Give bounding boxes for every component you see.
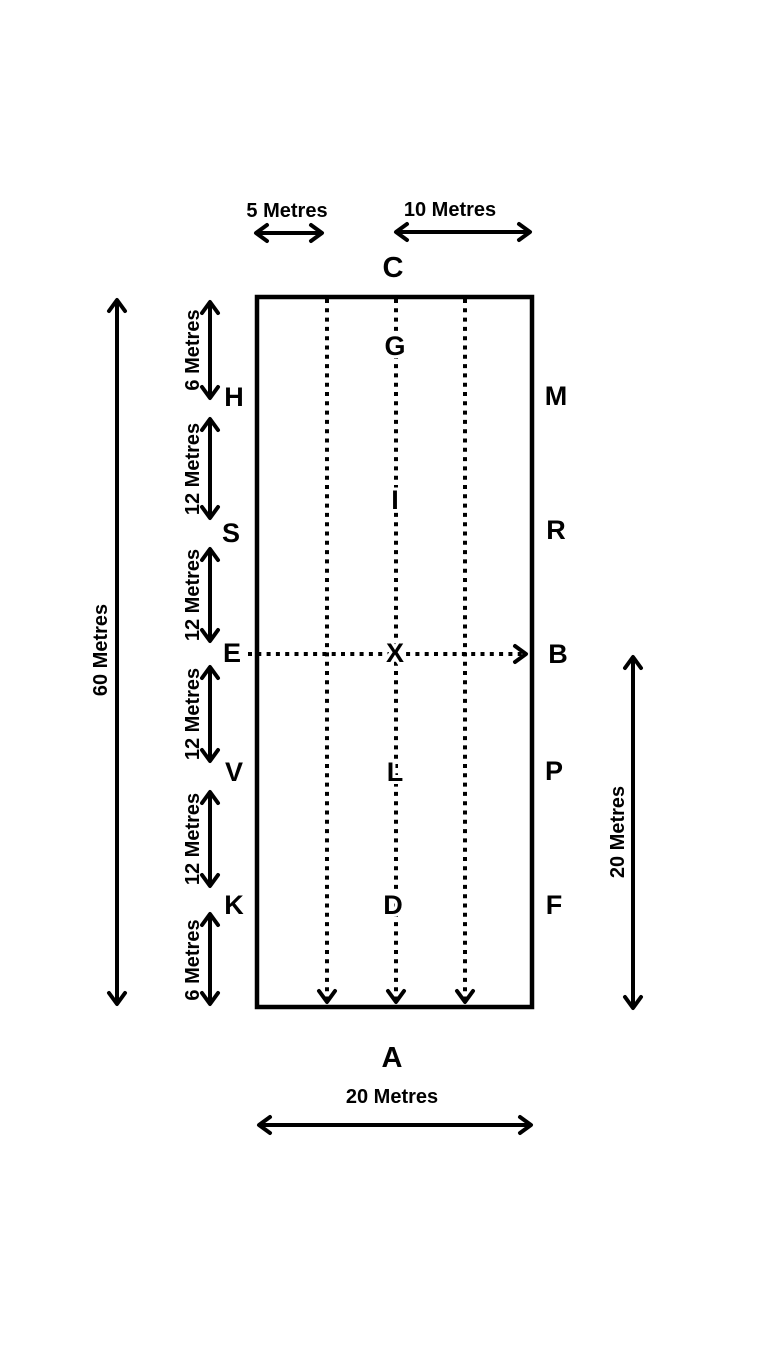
dim-label-segment-2: 12 Metres bbox=[182, 422, 204, 516]
letter-X: X bbox=[385, 638, 405, 668]
letter-S: S bbox=[221, 518, 241, 548]
letter-V: V bbox=[224, 757, 244, 787]
letter-C: C bbox=[382, 252, 404, 284]
letter-E: E bbox=[222, 638, 242, 668]
letter-L: L bbox=[386, 757, 404, 787]
letter-B: B bbox=[548, 639, 568, 669]
dim-label-segment-4: 12 Metres bbox=[182, 667, 204, 761]
letter-K: K bbox=[224, 890, 244, 920]
letter-M: M bbox=[544, 381, 568, 411]
dim-label-segment-1: 6 Metres bbox=[182, 309, 204, 391]
letter-P: P bbox=[544, 756, 564, 786]
letter-G: G bbox=[384, 331, 406, 361]
letter-D: D bbox=[383, 890, 403, 920]
letter-R: R bbox=[546, 515, 566, 545]
dim-label-60-metres: 60 Metres bbox=[90, 603, 112, 697]
dim-label-segment-3: 12 Metres bbox=[182, 548, 204, 642]
dim-label-5-metres: 5 Metres bbox=[246, 200, 328, 222]
letter-A: A bbox=[381, 1042, 403, 1074]
letter-F: F bbox=[545, 890, 563, 920]
dim-label-segment-6: 6 Metres bbox=[182, 919, 204, 1001]
letter-I: I bbox=[391, 485, 399, 515]
dim-label-segment-5: 12 Metres bbox=[182, 792, 204, 886]
dim-label-20-metres-bottom: 20 Metres bbox=[345, 1086, 439, 1108]
dim-label-10-metres: 10 Metres bbox=[403, 199, 497, 221]
dim-label-20-metres-right: 20 Metres bbox=[607, 785, 629, 879]
letter-H: H bbox=[224, 382, 244, 412]
